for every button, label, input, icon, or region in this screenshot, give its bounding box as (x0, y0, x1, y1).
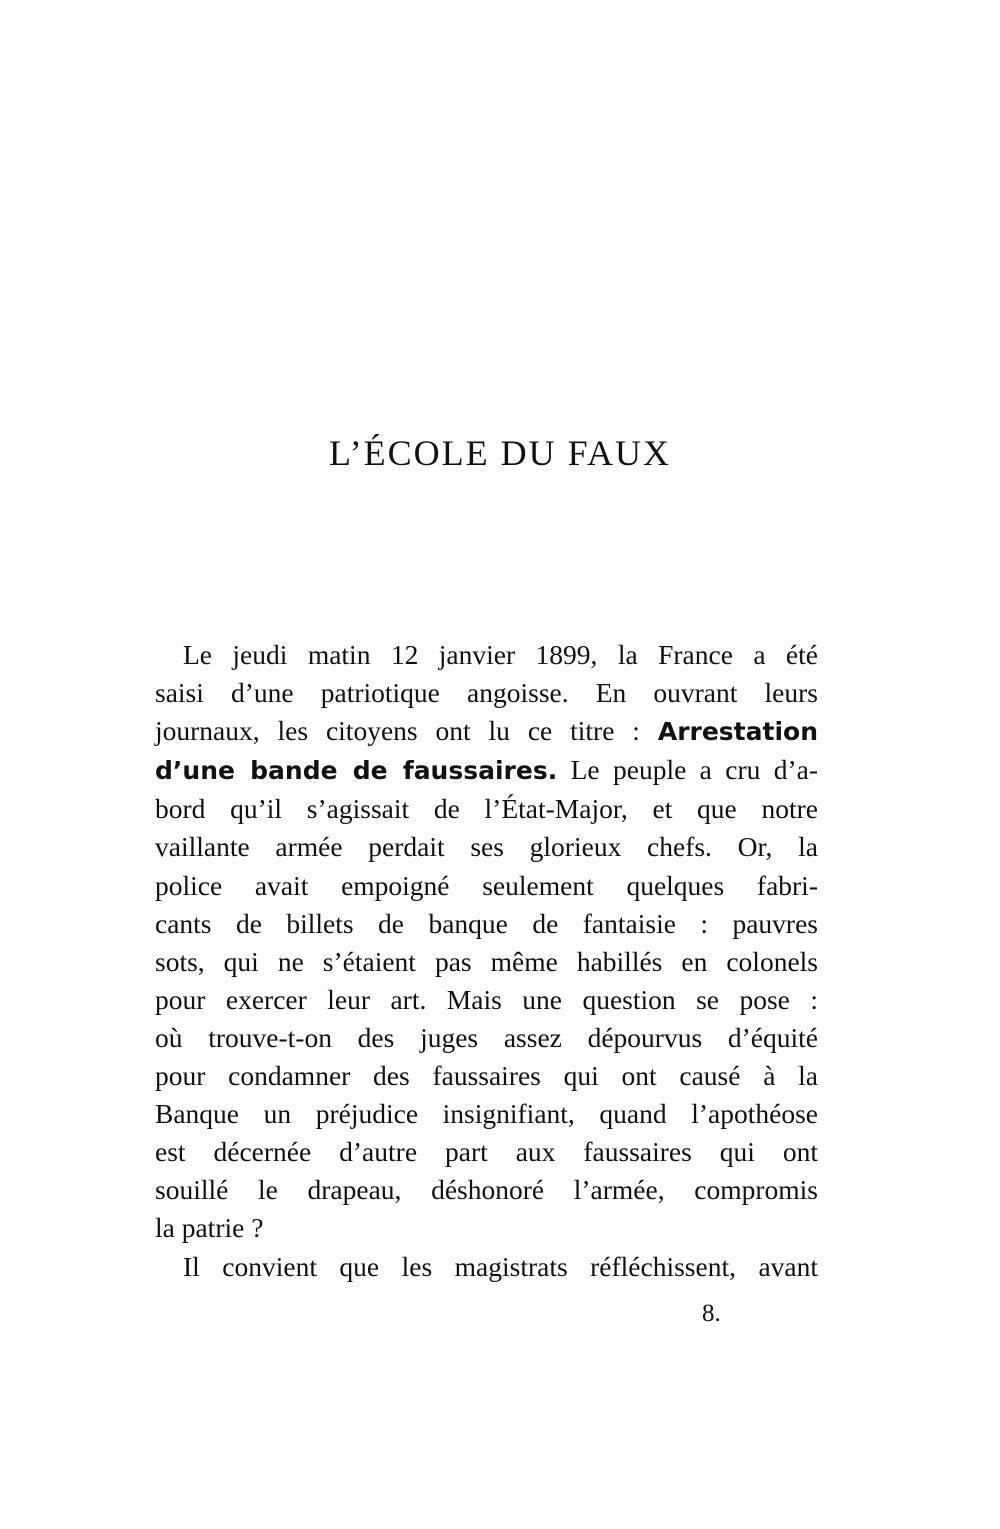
text-line-segment: où trouve-t-on des juges assez dépourvus d’équité (155, 1021, 818, 1053)
text-line-segment: la patrie ? (155, 1212, 264, 1244)
text-line-segment: sots, qui ne s’étaient pas même habillés en colonels (155, 945, 818, 977)
text-line (155, 712, 818, 751)
text-line-segment: vaillante armée perdait ses glorieux chefs. Or, la (155, 831, 818, 863)
signature-mark: 8. (702, 1300, 721, 1327)
text-line (155, 943, 818, 981)
text-line-segment: Il convient que les magistrats réfléchissent, avant (183, 1250, 818, 1282)
text-line-segment: souillé le drapeau, déshonoré l’armée, compromis (155, 1174, 818, 1206)
text-line-segment: Banque un préjudice insignifiant, quand l’apothéose (155, 1098, 818, 1130)
text-line (155, 828, 818, 866)
text-line-segment: cants de billets de banque de fantaisie : pauvres (155, 907, 818, 939)
text-line-segment: bord qu’il s’agissait de l’État-Major, et que notre (155, 793, 818, 825)
text-line (155, 981, 818, 1019)
text-line (155, 636, 818, 674)
text-line (155, 1019, 818, 1057)
text-line-segment: pour condamner des faussaires qui ont causé à la (155, 1060, 818, 1092)
bold-headline-text: Arrestation (657, 717, 818, 747)
text-line (155, 1095, 818, 1133)
text-line-segment: pour exercer leur art. Mais une question se pose : (155, 983, 818, 1015)
bold-headline-text: d’une bande de faussaires. (155, 756, 558, 786)
text-line-segment: est décernée d’autre part aux faussaires qui ont (155, 1136, 818, 1168)
text-line (155, 1057, 818, 1095)
text-line (155, 1171, 818, 1209)
text-line (155, 790, 818, 828)
text-line (155, 905, 818, 943)
text-line-segment: Le peuple a cru d’a- (557, 754, 818, 786)
text-line (155, 751, 818, 790)
text-line-segment: journaux, les citoyens ont lu ce titre : (155, 715, 658, 747)
text-line (155, 1133, 818, 1171)
text-line (155, 1209, 818, 1247)
text-line (155, 674, 818, 712)
chapter-title: L’ÉCOLE DU FAUX (329, 433, 671, 473)
text-line (155, 867, 818, 905)
text-line-segment: saisi d’une patriotique angoisse. En ouvrant leurs (155, 677, 818, 709)
body-paragraphs (155, 636, 818, 1286)
text-line-segment: Le jeudi matin 12 janvier 1899, la France a été (183, 639, 818, 670)
text-line-segment: police avait empoigné seulement quelques fabri- (155, 869, 818, 901)
text-line (155, 1248, 818, 1286)
